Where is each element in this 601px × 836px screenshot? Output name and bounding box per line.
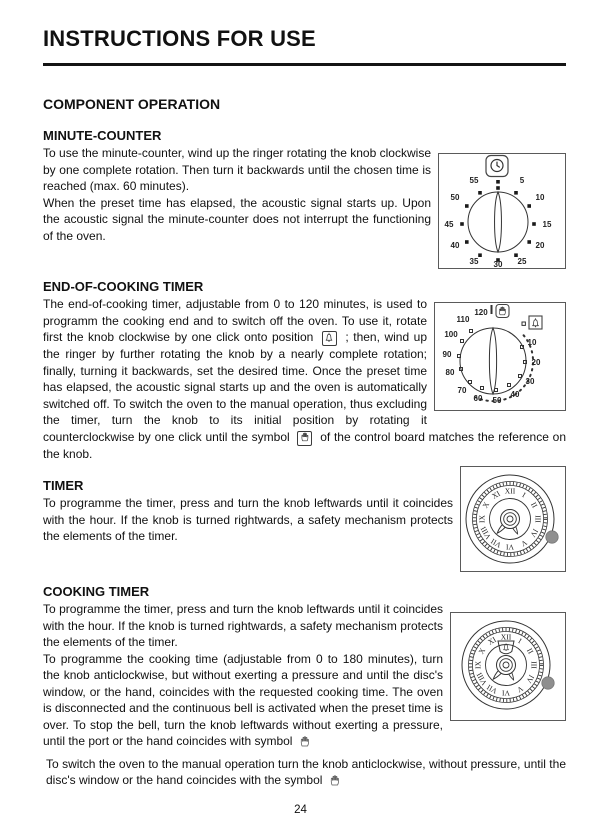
svg-text:55: 55 <box>469 176 479 185</box>
svg-text:120: 120 <box>474 308 488 317</box>
svg-text:35: 35 <box>469 257 479 266</box>
section-heading-cooking-timer: COOKING TIMER <box>43 584 150 599</box>
svg-text:5: 5 <box>519 176 525 185</box>
svg-text:VIII: VIII <box>474 671 489 687</box>
svg-text:VI: VI <box>505 542 515 552</box>
svg-text:IX: IX <box>473 660 483 670</box>
svg-text:VII: VII <box>489 536 503 550</box>
knob-pointer <box>489 328 496 394</box>
section-minute-counter <box>43 128 566 275</box>
title-divider <box>43 63 566 66</box>
svg-text:I: I <box>516 636 524 646</box>
svg-text:XI: XI <box>486 634 498 647</box>
svg-text:IV: IV <box>528 527 541 539</box>
svg-text:V: V <box>515 683 525 695</box>
svg-text:IV: IV <box>524 673 537 685</box>
svg-text:X: X <box>476 646 488 656</box>
knob-pointer <box>495 192 502 252</box>
svg-text:XI: XI <box>490 488 502 501</box>
svg-text:IX: IX <box>477 514 487 524</box>
svg-text:40: 40 <box>510 390 520 399</box>
svg-text:60: 60 <box>473 394 483 403</box>
svg-text:VIII: VIII <box>478 525 493 541</box>
gray-dot-marker <box>546 531 558 543</box>
svg-text:VI: VI <box>501 688 511 698</box>
svg-text:50: 50 <box>492 396 502 405</box>
page-title: INSTRUCTIONS FOR USE <box>43 26 316 51</box>
svg-text:20: 20 <box>535 241 545 250</box>
svg-text:III: III <box>529 661 539 669</box>
svg-text:X: X <box>480 500 492 510</box>
svg-text:30: 30 <box>493 260 503 269</box>
chapter-heading: COMPONENT OPERATION <box>43 96 221 112</box>
section-cooking-timer <box>43 584 566 792</box>
text-part: To switch the oven to the manual operation turn the knob anticlockwise, without pressure, until the disc's window or the hand coincides with the symbol <box>46 756 566 787</box>
svg-text:80: 80 <box>445 368 455 377</box>
svg-text:VII: VII <box>485 682 499 696</box>
bell-window-icon <box>498 641 514 654</box>
svg-text:70: 70 <box>457 386 467 395</box>
cooking-timer-paragraph-1: To programme the timer, press and turn the knob leftwards until it coincides with the hour. If the knob is turned rightwards, a safety mechanism protects the elements of the timer. <box>43 602 443 649</box>
hand-icon <box>329 774 341 792</box>
clock-icon <box>486 156 508 177</box>
hand-boxed-icon <box>297 431 312 446</box>
page-number: 24 <box>294 804 307 816</box>
cooking-timer-clock-figure <box>450 612 566 721</box>
svg-text:XII: XII <box>504 486 516 496</box>
section-heading-timer: TIMER <box>43 478 84 493</box>
svg-text:50: 50 <box>450 193 460 202</box>
text-part: The end-of-cooking timer, adjustable from 0 to 120 minutes, is used to programm the cooking end and to switch off the oven. To use it, rotate first the knob clockwise by one click onto position <box>43 297 427 344</box>
svg-text:III: III <box>533 515 543 523</box>
gray-dot-marker <box>542 677 554 689</box>
svg-text:15: 15 <box>542 220 552 229</box>
svg-text:40: 40 <box>450 241 460 250</box>
svg-text:II: II <box>525 646 536 656</box>
hand-icon <box>299 735 311 753</box>
section-heading-end-of-cooking: END-OF-COOKING TIMER <box>43 279 204 294</box>
section-heading-minute-counter: MINUTE-COUNTER <box>43 128 162 143</box>
text-part: To programme the cooking time (adjustable from 0 to 180 minutes), turn the knob anticlockwise, but without exerting a pressure and until the disc's window, or the hand, coincides with the requested cooking time. The oven is disconnected and the continuous bell is activated when the preset time is over. To stop the bell, turn the knob leftwards without exerting a pressure, until the port or the hand coincides with symbol <box>43 651 443 748</box>
svg-text:20: 20 <box>531 358 541 367</box>
end-of-cooking-dial-figure <box>434 302 566 411</box>
svg-text:V: V <box>519 537 529 549</box>
hand-icon <box>496 305 509 318</box>
svg-text:30: 30 <box>525 377 535 386</box>
svg-text:10: 10 <box>535 193 545 202</box>
timer-clock-figure <box>460 466 566 572</box>
svg-text:90: 90 <box>442 350 452 359</box>
timer-paragraph: To programme the timer, press and turn the knob leftwards until it coincides with the hour. If the knob is turned rightwards, a safety mechanism protects the elements of the timer. <box>43 496 453 543</box>
svg-text:25: 25 <box>517 257 527 266</box>
minute-counter-dial-figure <box>438 153 566 269</box>
svg-text:100: 100 <box>444 330 458 339</box>
minute-counter-paragraph-1: To use the minute-counter, wind up the ringer rotating the knob clockwise by one complete rotation. Then turn it backwards until the chosen time is reached (max. 60 minutes). <box>43 146 431 193</box>
zero-tick <box>522 322 525 325</box>
bell-boxed-icon <box>322 331 337 346</box>
minute-counter-paragraph-2: When the preset time has elapsed, the acoustic signal starts up. Upon the acoustic signal the minute-counter does not interrupt the functioning of the oven. <box>43 195 431 243</box>
text-part: ; then, wind up the ringer by further rotating the knob by a nearly complete rotation; finally, turning it backwards, set the desired time. Once the preset time has elapsed, the acoustic signal starts up and the oven is automatically switched off. To switch the oven to the manual operation, thus excluding the timer, turn the knob to its initial position by rotating it counterclockwise by one click until the symbol <box>43 330 427 444</box>
svg-text:XII: XII <box>500 632 512 642</box>
svg-text:II: II <box>529 500 540 510</box>
cooking-timer-paragraph-3 <box>43 756 566 792</box>
svg-text:45: 45 <box>444 220 454 229</box>
text-part: of the control board matches the reference on the knob. <box>43 429 566 461</box>
section-timer <box>43 478 566 578</box>
dotted-arc <box>473 335 533 403</box>
svg-text:110: 110 <box>456 315 470 324</box>
svg-text:I: I <box>520 490 528 500</box>
section-end-of-cooking-timer <box>43 279 566 462</box>
bell-icon <box>529 316 542 329</box>
svg-text:10: 10 <box>527 338 537 347</box>
